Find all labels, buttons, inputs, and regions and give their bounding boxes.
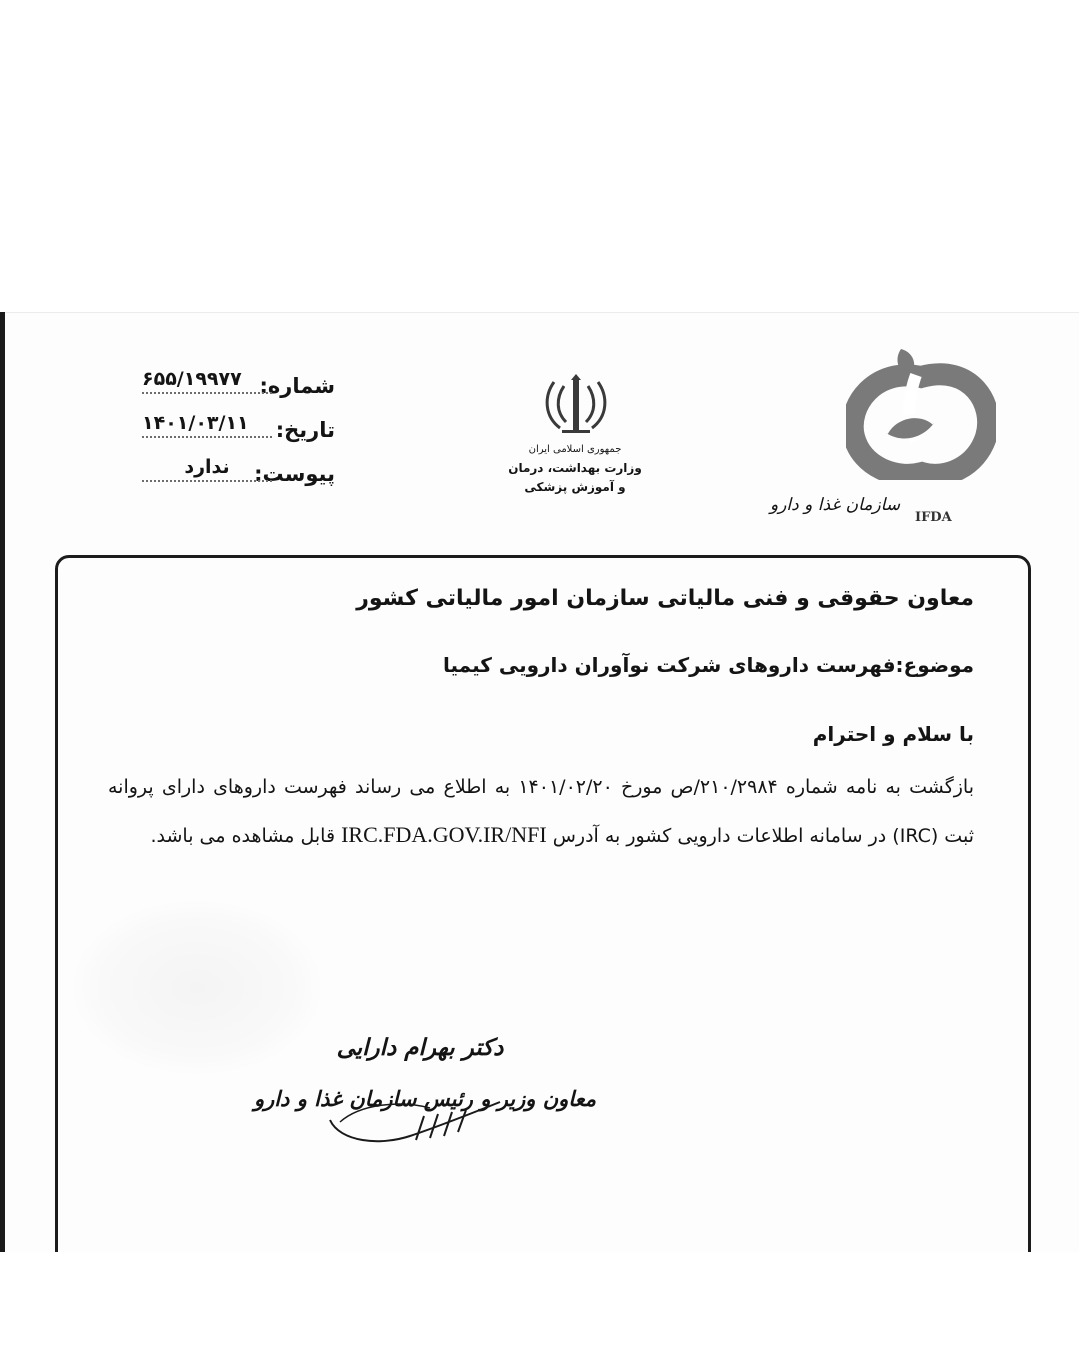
ifda-name: سازمان غذا و دارو (770, 495, 901, 515)
ministry-line-1: جمهوری اسلامی ایران (528, 444, 622, 455)
number-value: ۶۵۵/۱۹۹۷۷ (142, 368, 272, 394)
subject: موضوع:فهرست داروهای شرکت نوآوران دارویی کیمیا (443, 653, 974, 677)
date-label: تاریخ: (275, 418, 335, 442)
letter-paragraph (108, 764, 974, 860)
top-blank-area (0, 0, 1079, 312)
ministry-block (490, 440, 660, 497)
handwritten-signature (320, 1080, 520, 1150)
attachment-label: پیوست: (254, 462, 335, 486)
attachment-row (130, 456, 345, 500)
irc-url: IRC.FDA.GOV.IR/NFI (341, 822, 547, 847)
ifda-logo-icon (846, 345, 996, 480)
sheet-edge (0, 312, 5, 1252)
letter-meta (130, 368, 345, 500)
number-label: شماره: (259, 374, 335, 398)
ministry-line-2: وزارت بهداشت، درمان (508, 461, 642, 475)
date-value: ۱۴۰۱/۰۳/۱۱ (142, 412, 272, 438)
paragraph-end: قابل مشاهده می باشد. (150, 825, 342, 847)
greeting: با سلام و احترام (812, 722, 974, 746)
date-row (130, 412, 345, 456)
ministry-line-3: و آموزش پزشکی (524, 480, 626, 494)
ifda-abbr: IFDA (915, 510, 952, 525)
attachment-value: ندارد (142, 456, 272, 482)
number-row (130, 368, 345, 412)
bottom-blank-area (0, 1252, 1079, 1348)
iran-emblem-icon (540, 372, 612, 438)
signatory-name: دکتر بهرام دارایی (336, 1035, 504, 1061)
faint-stamp (72, 900, 322, 1075)
recipient: معاون حقوقی و فنی مالیاتی سازمان امور مالیاتی کشور (356, 586, 974, 611)
paragraph-main: بازگشت به نامه شماره ۲۱۰/۲۹۸۴/ص مورخ ۱۴۰۱/۰۲/۲۰ به اطلاع می رساند فهرست داروهای دارای پروانه ثبت (IRC) در سامانه اطلاعات دارویی کشور به آدرس (108, 776, 974, 847)
signatory-title: معاون وزیر و رئیس سازمان غذا و دارو (253, 1087, 597, 1111)
